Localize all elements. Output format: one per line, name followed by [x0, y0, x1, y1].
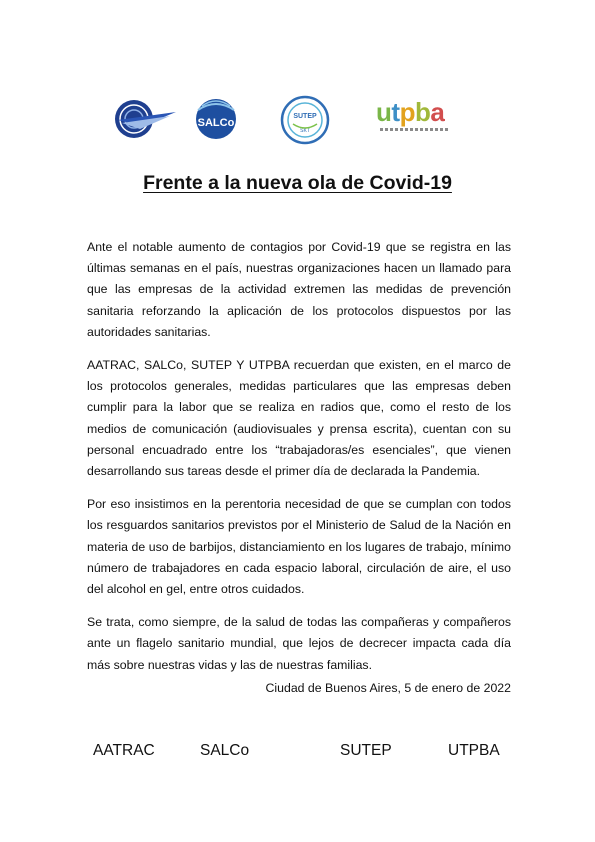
logos-row [0, 92, 595, 152]
document-body [87, 237, 511, 688]
salco-logo-text: SALCo [197, 117, 235, 129]
signature-salco: SALCo [200, 742, 250, 759]
signature-utpba: UTPBA [448, 742, 500, 759]
utpba-letter-a: a [430, 97, 445, 127]
paragraph: Se trata, como siempre, de la salud de todas las compañeras y compañeros ante un flagelo sanitario mundial, que lejos de decrecer impacta cada día más sobre nuestras vidas y las de nuestras familias. [87, 615, 511, 672]
document-title: Frente a la nueva ola de Covid-19 [143, 172, 452, 194]
paragraph: Por eso insistimos en la perentoria necesidad de que se cumplan con todos los resguardos sanitarios previstos por el Ministerio de Salud de la Nación en materia de uso de barbijos, distanciamiento en los lugares de trabajo, mínimo número de trabajadores en cada espacio laboral, circulación de aire, el uso del alcohol en gel, entre otros cuidados. [87, 497, 511, 597]
paragraph: Ante el notable aumento de contagios por Covid-19 que se registra en las últimas semanas en el país, nuestras organizaciones hacen un llamado para que las empresas de la actividad extremen las medidas de prevención sanitaria reforzando la aplicación de los protocolos dispuestos por las autoridades sanitarias. [87, 240, 511, 339]
sutep-logo-text: SUTEP [293, 113, 317, 120]
utpba-logo-wordmark [376, 98, 444, 126]
salco-logo [188, 96, 244, 142]
paragraph: AATRAC, SALCo, SUTEP Y UTPBA recuerdan que existen, en el marco de los protocolos generales, medidas particulares que las empresas deben cumplir para la labor que se realiza en radios que, como el resto de los medios de comunicación (audiovisuales y prensa escrita), cuentan con su personal encuadrado entre los “trabajadoras/es esenciales”, que vienen desarrollando sus tareas desde el primer día de declarada la Pandemia. [87, 358, 511, 479]
utpba-logo [376, 98, 454, 138]
utpba-logo-subtitle-line [380, 128, 450, 131]
signature-aatrac: AATRAC [93, 742, 155, 759]
utpba-letter-t: t [391, 97, 400, 127]
aatrac-logo [112, 96, 178, 142]
utpba-letter-p: p [399, 97, 415, 127]
place-and-date: Ciudad de Buenos Aires, 5 de enero de 2022 [265, 681, 511, 695]
utpba-letter-u: u [376, 97, 392, 127]
signatures-row [0, 742, 595, 766]
signature-sutep: SUTEP [340, 742, 392, 759]
utpba-letter-b: b [414, 97, 431, 127]
sutep-logo [278, 94, 332, 146]
sutep-logo-subtext: SKT [300, 128, 310, 134]
